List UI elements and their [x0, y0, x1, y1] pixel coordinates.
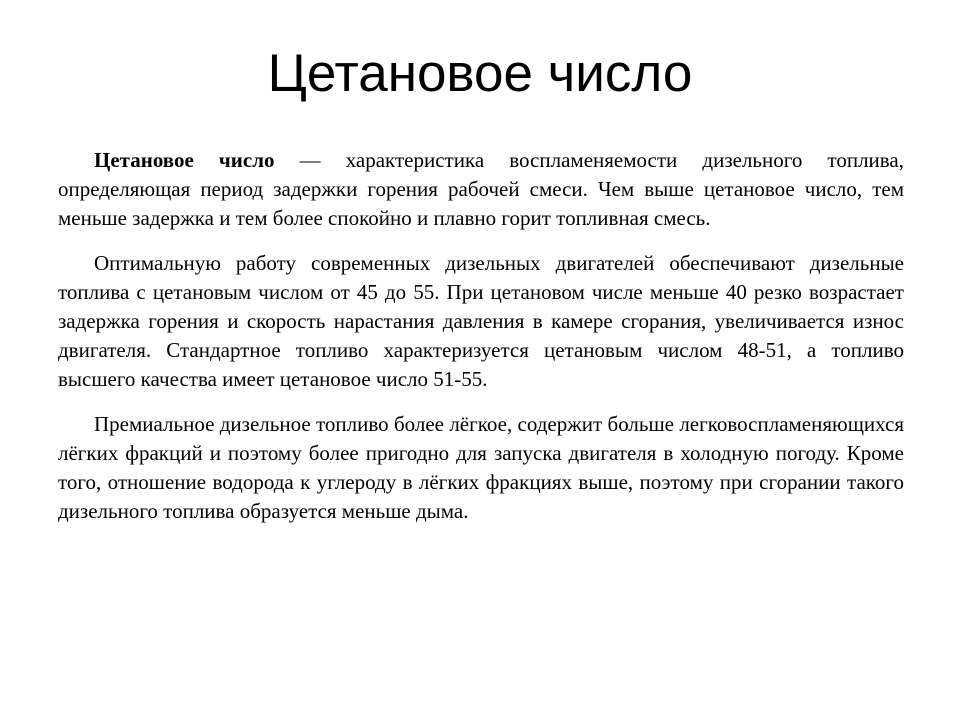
definition-text: — характеристика воспламеняемости дизельного топлива, определяющая период задержки горения рабочей смеси. Чем выше цетановое число, тем меньше задержка и тем более спокойно и плавно горит топливная смесь.: [58, 148, 904, 230]
paragraph-optimal-range: Оптимальную работу современных дизельных двигателей обеспечивают дизельные топлива с цетановым числом от 45 до 55. При цетановом числе меньше 40 резко возрастает задержка горения и скорость нарастания давления в камере сгорания, увеличивается износ двигателя. Стандартное топливо характеризуется цетановым числом 48-51, а топливо высшего качества имеет цетановое число 51-55.: [58, 251, 904, 391]
definition-term: Цетановое число: [94, 148, 275, 172]
paragraph-definition: [58, 146, 904, 233]
slide-body: [58, 146, 904, 542]
slide-title: Цетановое число: [267, 44, 693, 103]
paragraph-premium-fuel: Премиальное дизельное топливо более лёгкое, содержит больше легковоспламеняющихся лёгких фракций и поэтому более пригодно для запуска двигателя в холодную погоду. Кроме того, отношение водорода к углероду в лёгких фракциях выше, поэтому при сгорании такого дизельного топлива образуется меньше дыма.: [58, 412, 904, 523]
